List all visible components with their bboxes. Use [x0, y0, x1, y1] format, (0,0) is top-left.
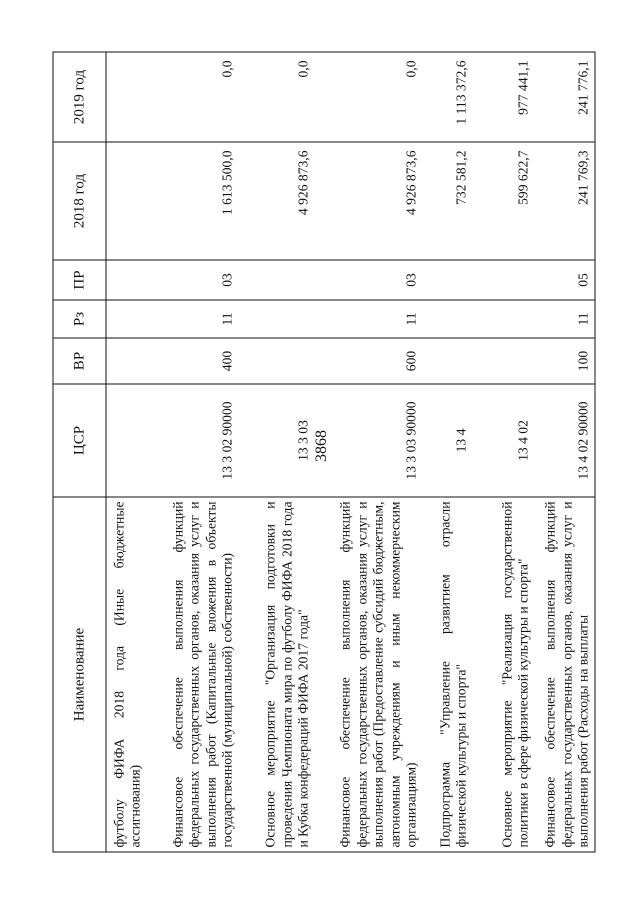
table-row — [423, 52, 473, 852]
row-vr: 400 — [147, 338, 239, 384]
row-pr — [239, 260, 315, 300]
row-rz — [106, 300, 147, 338]
row-name: футболу ФИФА 2018 года (Иные бюджетные ассигнования) — [106, 497, 147, 852]
row-name: Финансовое обеспечение выполнения функций федеральных государственных органов, оказания услуг и выполнения работ (Расходы на выплаты — [535, 497, 596, 852]
row-pr: 05 — [535, 260, 596, 300]
row-vr — [473, 338, 535, 384]
row-pr: 03 — [315, 260, 423, 300]
table-row — [315, 52, 423, 852]
row-rz — [239, 300, 315, 338]
row-csr: 13 3 03 — [239, 384, 315, 497]
row-csr: 13 4 02 — [473, 384, 535, 497]
row-2018: 241 769,3 — [535, 142, 596, 260]
row-2019: 977 441,1 — [473, 52, 535, 142]
row-name: Финансовое обеспечение выполнения функций федеральных государственных органов, оказания услуг и выполнения работ (Капитальные вложения в объекты государственной (муниципальной) собственности) — [147, 497, 239, 852]
table-row — [239, 52, 315, 852]
row-rz — [423, 300, 473, 338]
row-csr: 13 3 02 90000 — [147, 384, 239, 497]
row-rz: 11 — [147, 300, 239, 338]
page-number: 3868 — [313, 430, 330, 462]
row-rz: 11 — [535, 300, 596, 338]
row-2019: 241 776,1 — [535, 52, 596, 142]
header-csr: ЦСР — [53, 384, 106, 497]
table-row — [473, 52, 535, 852]
table-row — [535, 52, 596, 852]
row-vr — [239, 338, 315, 384]
header-row — [53, 52, 106, 852]
row-vr — [106, 338, 147, 384]
rotated-table-container — [53, 53, 591, 853]
row-vr — [423, 338, 473, 384]
row-2019: 0,0 — [239, 52, 315, 142]
row-rz: 11 — [315, 300, 423, 338]
row-2018: 732 581,2 — [423, 142, 473, 260]
row-2018: 4 926 873,6 — [239, 142, 315, 260]
row-2018 — [106, 142, 147, 260]
header-vr: ВР — [53, 338, 106, 384]
row-2018: 599 622,7 — [473, 142, 535, 260]
row-csr: 13 4 — [423, 384, 473, 497]
row-pr — [423, 260, 473, 300]
table-row — [147, 52, 239, 852]
row-2019 — [106, 52, 147, 142]
row-2018: 4 926 873,6 — [315, 142, 423, 260]
table-row — [106, 52, 147, 852]
row-2019: 1 113 372,6 — [423, 52, 473, 142]
row-name: Подпрограмма "Управление развитием отрасли физической культуры и спорта" — [423, 497, 473, 852]
header-name: Наименование — [53, 497, 106, 852]
row-2018: 1 613 500,0 — [147, 142, 239, 260]
row-name: Основное мероприятие "Организация подготовки и проведения Чемпионата мира по футболу ФИФА 2018 года и Кубка конфедераций ФИФА 2017 года" — [239, 497, 315, 852]
row-2019: 0,0 — [147, 52, 239, 142]
row-vr: 100 — [535, 338, 596, 384]
header-pr: ПР — [53, 260, 106, 300]
row-name: Финансовое обеспечение выполнения функций федеральных государственных органов, оказания услуг и выполнения работ (Предоставление субсидий бюджетным, автономным учреждениям и иным некоммерческим организациям) — [315, 497, 423, 852]
header-2019: 2019 год — [53, 52, 106, 142]
row-pr — [473, 260, 535, 300]
header-rz: Рз — [53, 300, 106, 338]
row-name: Основное мероприятие "Реализация государственной политики в сфере физической культуры и спорта" — [473, 497, 535, 852]
row-csr: 13 3 03 90000 — [315, 384, 423, 497]
row-pr: 03 — [147, 260, 239, 300]
row-csr — [106, 384, 147, 497]
row-vr: 600 — [315, 338, 423, 384]
row-rz — [473, 300, 535, 338]
row-2019: 0,0 — [315, 52, 423, 142]
budget-table — [53, 52, 596, 853]
row-csr: 13 4 02 90000 — [535, 384, 596, 497]
header-2018: 2018 год — [53, 142, 106, 260]
row-pr — [106, 260, 147, 300]
